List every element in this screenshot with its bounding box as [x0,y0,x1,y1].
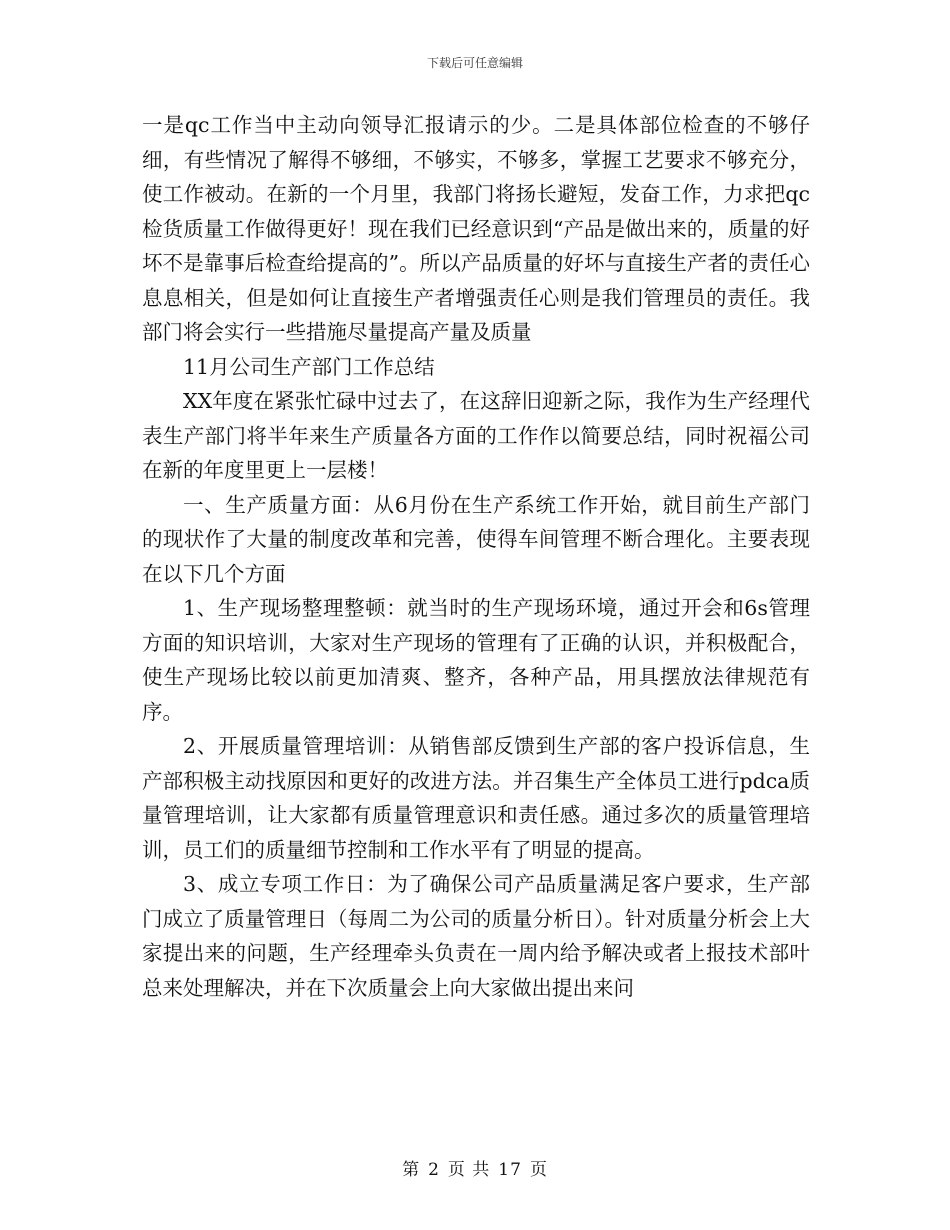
document-body [142,108,810,1005]
paragraph-intro: XX年度在紧张忙碌中过去了，在这辞旧迎新之际，我作为生产经理代表生产部门将半年来生产质量各方面的工作作以简要总结，同时祝福公司在新的年度里更上一层楼！ [142,389,810,482]
paragraph-item-3: 3、成立专项工作日：为了确保公司产品质量满足客户要求，生产部门成立了质量管理日（每周二为公司的质量分析日）。针对质量分析会上大家提出来的问题，生产经理牵头负责在一周内给予解决或者上报技术部叶总来处理解决，并在下次质量会上向大家做出提出来问 [142,872,810,1000]
paragraph-production-quality: 一、生产质量方面：从6月份在生产系统工作开始，就目前生产部门的现状作了大量的制度改革和完善，使得车间管理不断合理化。主要表现在以下几个方面 [142,492,810,586]
page-total: 17 [498,1160,522,1180]
footer-suffix: 页 [529,1160,548,1180]
page-header: 下载后可任意编辑 [426,56,523,70]
paragraph-item-1: 1、生产现场整理整顿：就当时的生产现场环境，通过开会和6s管理方面的知识培训，大家对生产现场的管理有了正确的认识，并积极配合，使生产现场比较以前更加清爽、整齐，各种产品，用具摆放法律规范有序。 [142,596,810,724]
footer-prefix: 第 [402,1160,421,1180]
section-title: 11月公司生产部门工作总结 [183,354,435,379]
page-number: 2 [428,1160,440,1180]
paragraph-item-2: 2、开展质量管理培训：从销售部反馈到生产部的客户投诉信息，生产部积极主动找原因和更好的改进方法。并召集生产全体员工进行pdca质量管理培训，让大家都有质量管理意识和责任感。通过多次的质量管理培训，员工们的质量细节控制和工作水平有了明显的提高。 [142,734,810,862]
footer-middle: 页 共 [447,1160,491,1180]
page-footer [0,1155,950,1180]
paragraph-1: 一是qc工作当中主动向领导汇报请示的少。二是具体部位检查的不够仔细，有些情况了解得不够细，不够实，不够多，掌握工艺要求不够充分，使工作被动。在新的一个月里，我部门将扬长避短，发奋工作，力求把qc检货质量工作做得更好！现在我们已经意识到“产品是做出来的，质量的好坏不是靠事后检查给提高的”。所以产品质量的好坏与直接生产者的责任心息息相关，但是如何让直接生产者增强责任心则是我们管理员的责任。我部门将会实行一些措施尽量提高产量及质量 [142,113,810,344]
